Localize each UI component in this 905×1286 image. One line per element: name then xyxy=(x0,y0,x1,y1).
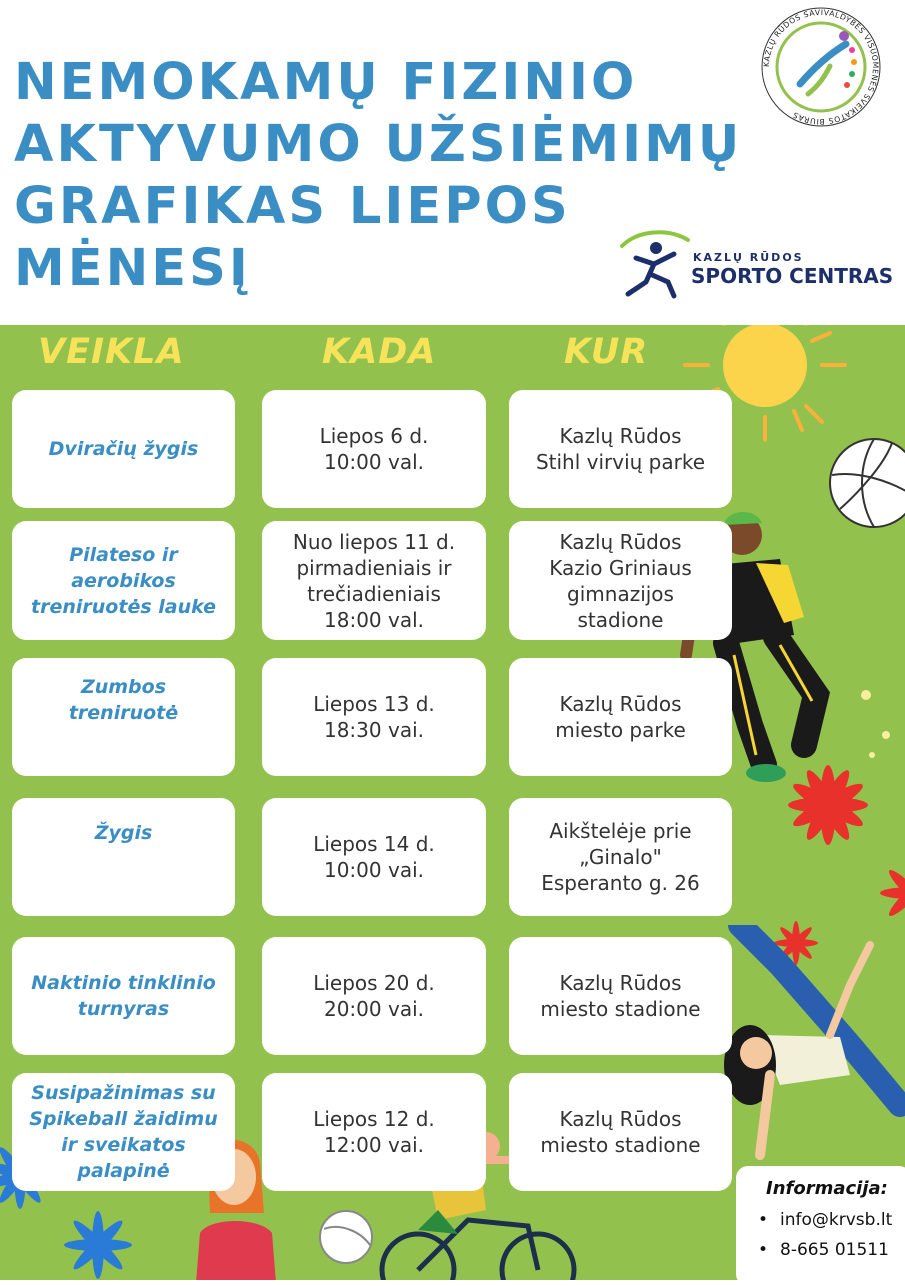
when-card xyxy=(262,1073,486,1191)
when-card xyxy=(262,937,486,1055)
activity-location: Kazlų Rūdos Stihl virvių parke xyxy=(535,424,706,474)
activity-card xyxy=(12,658,235,776)
info-title: Informacija: xyxy=(766,1178,888,1199)
activity-location: Kazlų Rūdos miesto stadione xyxy=(540,1107,701,1157)
info-box xyxy=(736,1166,905,1286)
where-card xyxy=(509,1073,732,1191)
blue-flower-icon-2 xyxy=(58,1205,138,1280)
red-flower-icon-2 xyxy=(872,853,905,933)
when-card xyxy=(262,521,486,640)
activity-name: Dviračių žygis xyxy=(48,438,199,460)
red-flower-icon xyxy=(778,755,878,855)
column-heading-activity: VEIKLA xyxy=(38,332,185,372)
activity-card xyxy=(12,937,235,1055)
activity-name: Naktinio tinklinio turnyras xyxy=(31,972,216,1020)
when-card xyxy=(262,390,486,508)
activity-name: Susipažinimas su Spikeball žaidimu ir sveikatos palapinė xyxy=(29,1082,218,1182)
activity-card xyxy=(12,521,235,640)
activity-location: Kazlų Rūdos miesto stadione xyxy=(540,971,701,1021)
when-card xyxy=(262,798,486,916)
title-line-3: GRAFIKAS LIEPOS xyxy=(14,177,571,236)
activity-time: Liepos 6 d. 10:00 val. xyxy=(319,424,429,474)
title-line-2: AKTYVUMO UŽSIĖMIMŲ xyxy=(14,115,743,174)
activity-time: Liepos 20 d. 20:00 vai. xyxy=(313,971,435,1021)
where-card xyxy=(509,937,732,1055)
activity-location: Kazlų Rūdos miesto parke xyxy=(555,692,686,742)
logo-subtitle: KAZLŲ RŪDOS xyxy=(693,251,804,264)
column-heading-when: KADA xyxy=(322,332,437,372)
decorative-dots xyxy=(856,685,905,765)
where-card xyxy=(509,798,732,916)
activity-card xyxy=(12,798,235,916)
title-line-4: MĖNESĮ xyxy=(14,239,251,298)
activity-name: Žygis xyxy=(94,822,153,844)
info-email-link[interactable]: • info@krvsb.lt xyxy=(758,1210,892,1230)
activity-location: Aikštelėje prie „Ginalo" Esperanto g. 26 xyxy=(541,819,700,895)
activity-time: Nuo liepos 11 d. pirmadieniais ir trečiadieniais 18:00 val. xyxy=(292,529,456,632)
info-phone[interactable]: • 8-665 01511 xyxy=(758,1240,889,1260)
where-card xyxy=(509,521,732,640)
health-bureau-seal-logo xyxy=(760,6,882,128)
activity-name: Pilateso ir aerobikos treniruotės lauke xyxy=(31,543,216,618)
when-card xyxy=(262,658,486,776)
title-line-1: NEMOKAMŲ FIZINIO xyxy=(14,53,638,112)
page-title xyxy=(14,52,743,300)
activity-time: Liepos 13 d. 18:30 vai. xyxy=(313,692,435,742)
where-card xyxy=(509,658,732,776)
activity-time: Liepos 12 d. 12:00 vai. xyxy=(313,1107,435,1157)
activity-card xyxy=(12,1073,235,1191)
activity-location: Kazlų Rūdos Kazio Griniaus gimnazijos stadione xyxy=(549,529,692,632)
svg-text:KAZLŲ RŪDOS SAVIVALDYBĖS VISUO: KAZLŲ RŪDOS SAVIVALDYBĖS VISUOMENĖS SVEIKATOS BIURAS xyxy=(761,7,881,127)
runner-logo-icon xyxy=(616,224,696,304)
logo-title: SPORTO CENTRAS xyxy=(691,264,894,288)
column-heading-where: KUR xyxy=(564,332,649,372)
where-card xyxy=(509,390,732,508)
header xyxy=(0,0,905,325)
activity-time: Liepos 14 d. 10:00 vai. xyxy=(313,832,435,882)
activity-name: Zumbos treniruotė xyxy=(68,676,179,724)
volleyball-icon xyxy=(828,435,905,531)
activity-card xyxy=(12,390,235,508)
